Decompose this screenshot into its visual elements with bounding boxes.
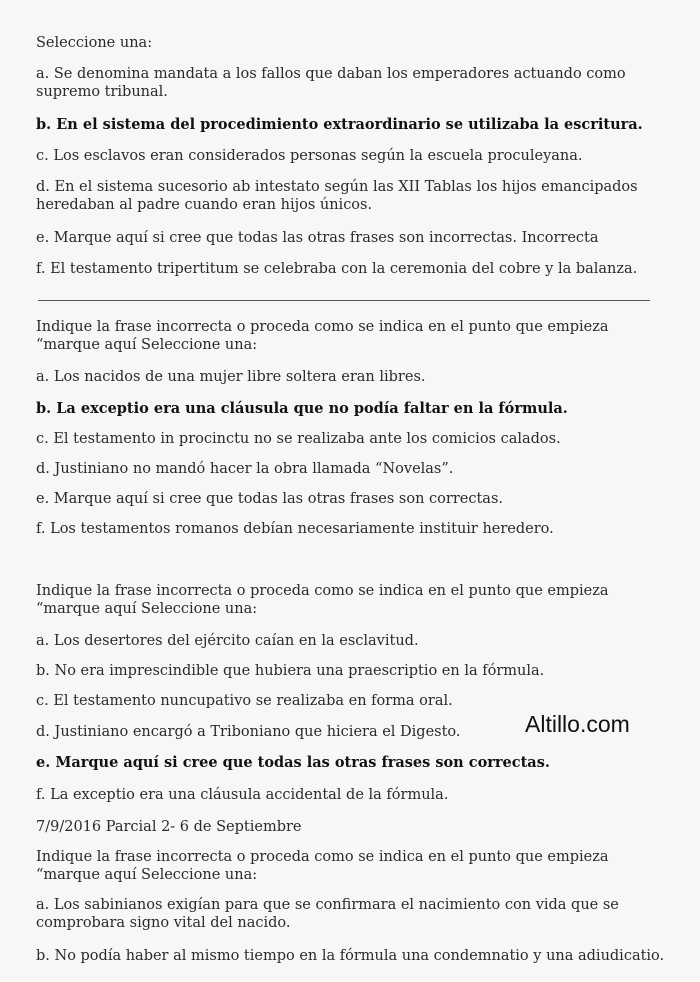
block2-option-b-selected: b. La exceptio era una cláusula que no podía faltar en la fórmula. — [36, 400, 568, 417]
altillo-watermark: Altillo.com — [525, 711, 630, 737]
section-divider — [38, 300, 650, 301]
block3-option-a: a. Los desertores del ejército caían en la esclavitud. — [36, 633, 419, 649]
block3-option-b: b. No era imprescindible que hubiera una praescriptio en la fórmula. — [36, 663, 545, 679]
block2-option-a: a. Los nacidos de una mujer libre soltera eran libres. — [36, 369, 426, 385]
block4-prompt: Indique la frase incorrecta o proceda como se indica en el punto que empieza “marque aquí Seleccione una: — [36, 849, 609, 883]
block4-option-b: b. No podía haber al mismo tiempo en la fórmula una condemnatio y una adiudicatio. — [36, 948, 665, 964]
block1-option-a: a. Se denomina mandata a los fallos que daban los emperadores actuando como supremo tribunal. — [36, 66, 626, 100]
block3-prompt: Indique la frase incorrecta o proceda como se indica en el punto que empieza “marque aquí Seleccione una: — [36, 583, 609, 617]
block2-option-e: e. Marque aquí si cree que todas las otras frases son correctas. — [36, 491, 503, 507]
block2-option-f: f. Los testamentos romanos debían necesariamente instituir heredero. — [36, 521, 554, 537]
block1-option-e: e. Marque aquí si cree que todas las otras frases son incorrectas. Incorrecta — [36, 230, 599, 246]
block1-option-c: c. Los esclavos eran considerados personas según la escuela proculeyana. — [36, 148, 583, 164]
block4-option-a: a. Los sabinianos exigían para que se confirmara el nacimiento con vida que se comprobara signo vital del nacido. — [36, 897, 619, 931]
block3-option-d: d. Justiniano encargó a Triboniano que hiciera el Digesto. — [36, 724, 461, 740]
block3-option-f: f. La exceptio era una cláusula accidental de la fórmula. — [36, 787, 449, 803]
exam-header: 7/9/2016 Parcial 2- 6 de Septiembre — [36, 819, 302, 835]
block1-option-f: f. El testamento tripertitum se celebraba con la ceremonia del cobre y la balanza. — [36, 261, 638, 277]
block2-prompt: Indique la frase incorrecta o proceda como se indica en el punto que empieza “marque aquí Seleccione una: — [36, 319, 609, 353]
block3-option-c: c. El testamento nuncupativo se realizaba en forma oral. — [36, 693, 453, 709]
block3-option-e-selected: e. Marque aquí si cree que todas las otras frases son correctas. — [36, 754, 550, 771]
block1-option-b-selected: b. En el sistema del procedimiento extraordinario se utilizaba la escritura. — [36, 116, 643, 133]
block2-option-c: c. El testamento in procinctu no se realizaba ante los comicios calados. — [36, 431, 561, 447]
block1-prompt: Seleccione una: — [36, 35, 153, 51]
block2-option-d: d. Justiniano no mandó hacer la obra llamada “Novelas”. — [36, 461, 454, 477]
block1-option-d: d. En el sistema sucesorio ab intestato según las XII Tablas los hijos emancipados heredaban al padre cuando eran hijos únicos. — [36, 179, 638, 213]
